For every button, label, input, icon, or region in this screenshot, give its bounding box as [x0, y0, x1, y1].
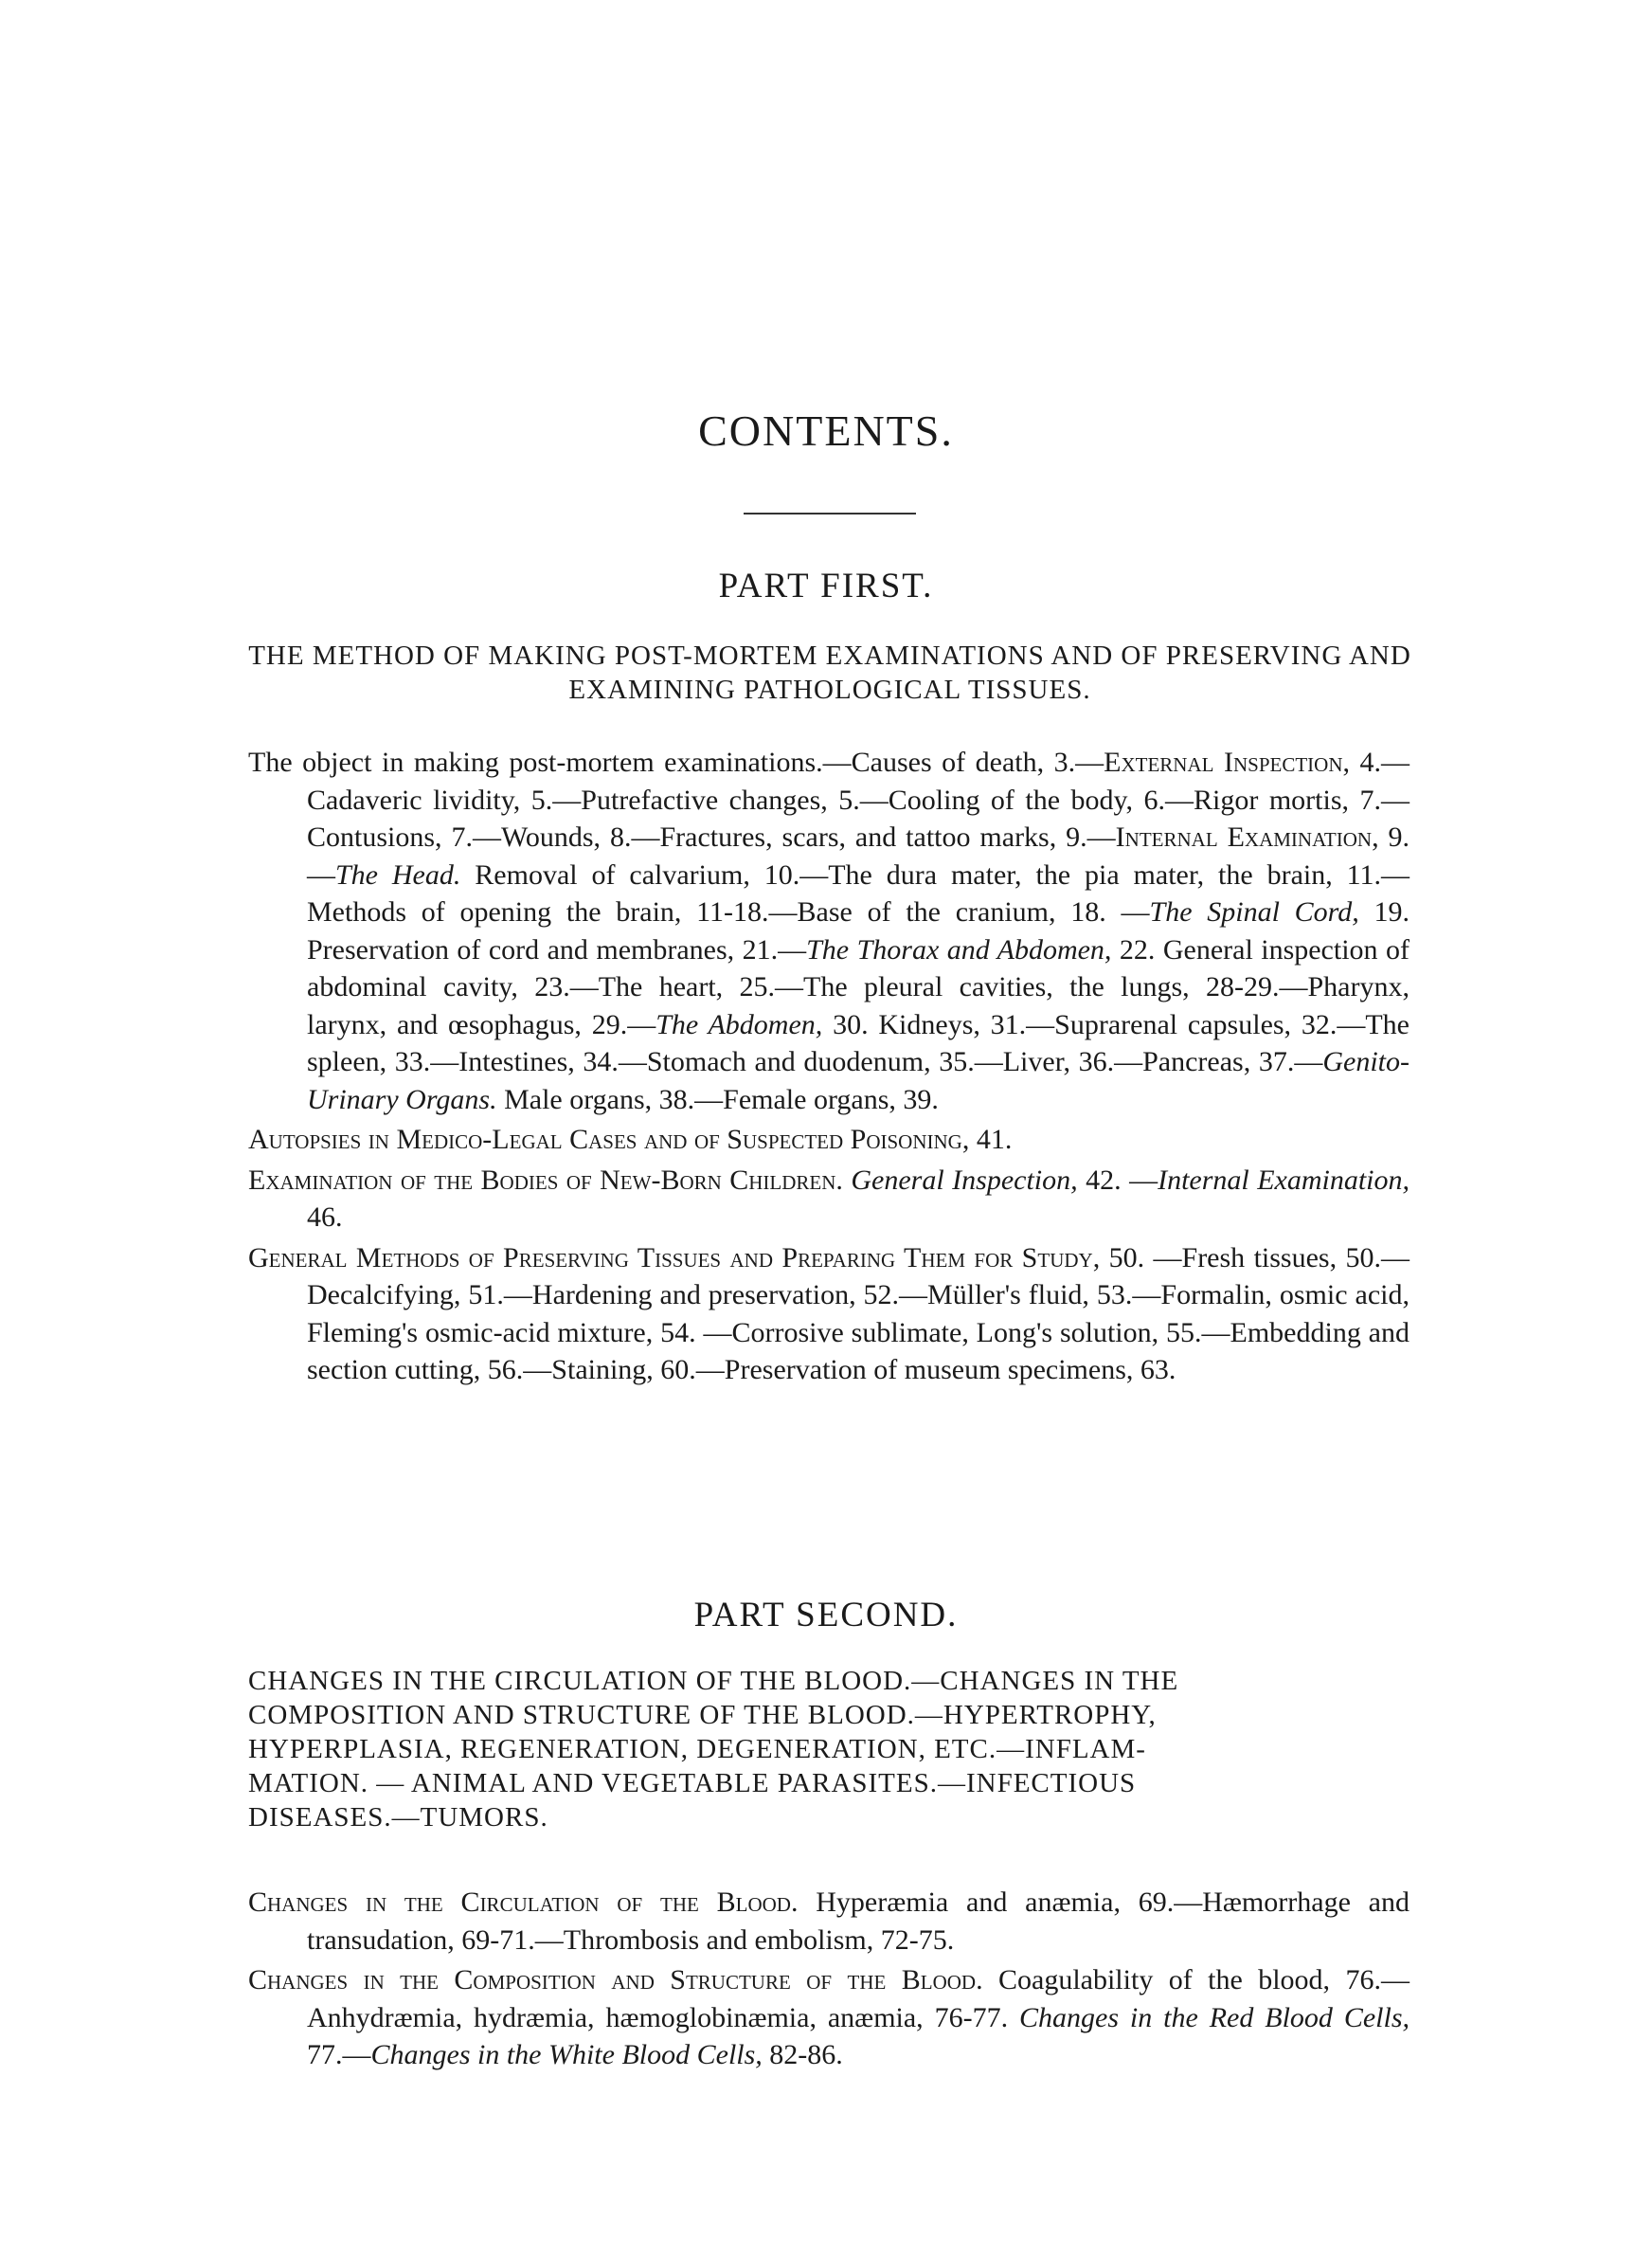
entry-text: 19. Preservation of cord and membranes, 21.—	[307, 896, 1410, 966]
subtitle-line: MATION. — ANIMAL AND VEGETABLE PARASITES.—INFECTIOUS	[248, 1768, 1137, 1798]
subsection-head: The Head.	[335, 858, 461, 891]
entry-text: , 50. —Fresh tissues, 50.—Decalcifying, 51.—Hardening and preservation, 52.—Müller's fluid, 53.—Formalin, osmic acid, Fleming's osmic-acid mixture, 54. —Corrosive sublimate, Long's solution, 55.—Embedding and section cutting, 56.—Staining, 60.—Preservation of museum specimens, 63.	[307, 1241, 1410, 1385]
subtitle-line: CHANGES IN THE CIRCULATION OF THE BLOOD.—CHANGES IN THE	[248, 1666, 1179, 1696]
section-heading-internal-examination: Internal Examination	[1115, 822, 1373, 853]
subsection-abdomen: The Abdomen,	[655, 1008, 823, 1040]
section-heading-autopsies: Autopsies in Medico-Legal Cases and of Suspected Poisoning	[248, 1124, 962, 1155]
page-title: CONTENTS.	[698, 406, 954, 455]
part-second-subtitle	[248, 1664, 1411, 1834]
entry-text: Hyperæmia and anæmia, 69.—Hæmorrhage and transudation, 69-71.—Thrombosis and embolism, 72-75.	[307, 1887, 1410, 1956]
part-first-subtitle: THE METHOD OF MAKING POST-MORTEM EXAMINATIONS AND OF PRESERVING AND EXAMINING PATHOLOGICAL TISSUES.	[248, 641, 1411, 705]
subsection-genito-urinary: Genito-Urinary Organs.	[307, 1046, 1410, 1115]
section-heading-composition: Changes in the Composition and Structure of the Blood.	[248, 1964, 983, 1995]
subtitle-line: HYPERPLASIA, REGENERATION, DEGENERATION, ETC.—INFLAM-	[248, 1734, 1146, 1764]
contents-entry	[248, 1961, 1410, 2074]
contents-entry	[248, 1162, 1410, 1237]
entry-text: 22. General inspection of abdominal cavity, 23.—The heart, 25.—The pleural cavities, the lungs, 28-29.—Pharynx, larynx, and œsophagus, 29.—	[307, 933, 1410, 1040]
entry-text: Coagulability of the blood, 76.—Anhydræmia, hydræmia, hæmoglobinæmia, anæmia, 76-77.	[307, 1964, 1410, 2033]
subtitle-line: DISEASES.—TUMORS.	[248, 1802, 548, 1833]
entry-text: 77.—	[307, 2039, 371, 2070]
subsection-internal-examination: Internal Examination,	[1158, 1164, 1410, 1196]
entry-text: , 4.—Cadaveric lividity, 5.—Putrefactive changes, 5.—Cooling of the body, 6.—Rigor mortis, 7.—Contusions, 7.—Wounds, 8.—Fractures, scars, and tattoo marks, 9.—	[307, 747, 1410, 853]
subsection-red-blood-cells: Changes in the Red Blood Cells,	[1019, 2001, 1410, 2033]
contents-entry	[248, 744, 1410, 1118]
contents-entry	[248, 1121, 1410, 1159]
contents-entry	[248, 1884, 1410, 1959]
entry-text: Removal of calvarium, 10.—The dura mater, the pia mater, the brain, 11.—Methods of opening the brain, 11-18.—Base of the cranium, 18. —	[307, 858, 1410, 928]
entry-text: Male organs, 38.—Female organs, 39.	[496, 1083, 939, 1115]
entry-text: 30. Kidneys, 31.—Suprarenal capsules, 32.—The spleen, 33.—Intestines, 34.—Stomach and duodenum, 35.—Liver, 36.—Pancreas, 37.—	[307, 1008, 1410, 1077]
section-heading-external-inspection: External Inspection	[1104, 747, 1343, 778]
subsection-spinal-cord: The Spinal Cord,	[1149, 896, 1359, 928]
entry-text: 82-86.	[762, 2039, 843, 2070]
entry-text: 42. —	[1077, 1164, 1158, 1196]
entry-text: 46.	[307, 1201, 343, 1233]
section-heading-general-methods: General Methods of Preserving Tissues and Preparing Them for Study	[248, 1241, 1093, 1273]
subsection-thorax-abdomen: The Thorax and Abdomen,	[806, 933, 1112, 966]
section-heading-circulation: Changes in the Circulation of the Blood.	[248, 1887, 799, 1918]
entry-text: , 9.—	[307, 822, 1410, 891]
part-first-heading: PART FIRST.	[718, 567, 934, 605]
part-first-entries	[248, 744, 1410, 1392]
part-second-heading: PART SECOND.	[693, 1596, 959, 1634]
subsection-white-blood-cells: Changes in the White Blood Cells,	[370, 2039, 763, 2070]
entry-text: The object in making post-mortem examinations.—Causes of death, 3.—	[248, 747, 1104, 778]
contents-entry	[248, 1239, 1410, 1389]
subtitle-line: COMPOSITION AND STRUCTURE OF THE BLOOD.—HYPERTROPHY,	[248, 1700, 1157, 1730]
section-heading-new-born: Examination of the Bodies of New-Born Children.	[248, 1164, 843, 1196]
entry-text: , 41.	[961, 1124, 1013, 1155]
subsection-general-inspection: General Inspection,	[851, 1164, 1078, 1196]
title-divider	[744, 513, 916, 515]
part-second-entries	[248, 1884, 1410, 2077]
